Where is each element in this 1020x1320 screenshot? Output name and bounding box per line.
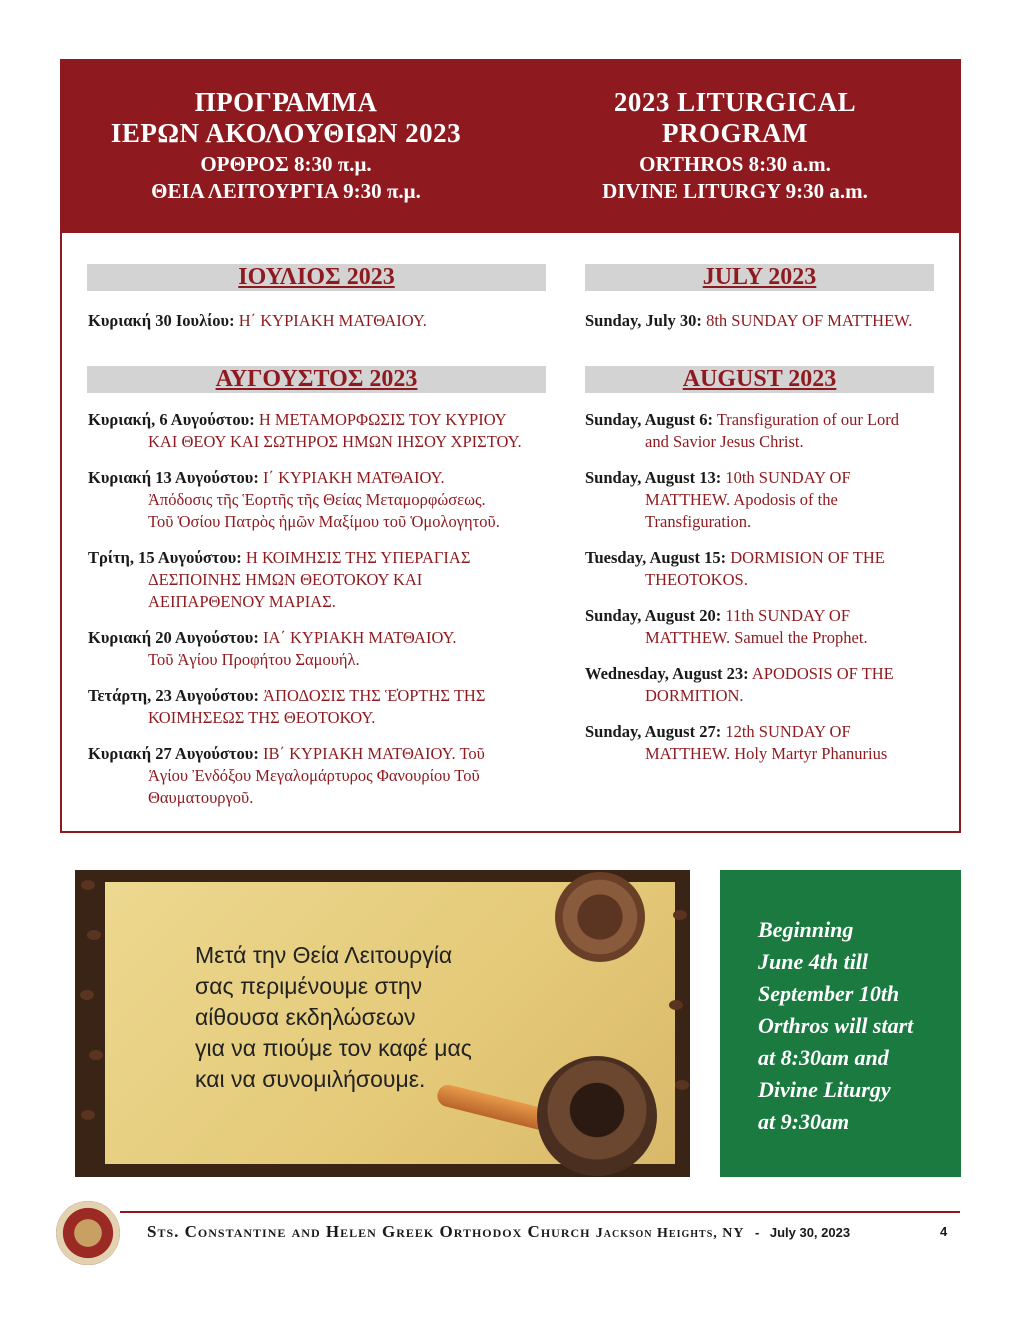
footer-date: July 30, 2023 (769, 1225, 851, 1240)
list-item (585, 467, 945, 533)
notice-line: at 9:30am (758, 1109, 850, 1134)
english-july-list (585, 310, 945, 346)
greek-august-heading (87, 366, 546, 393)
entry-line: ΚΟΙΜΗΣΕΩΣ ΤΗΣ ΘΕΟΤΟΚΟΥ. (148, 708, 376, 727)
list-item (88, 467, 563, 533)
entry-line: DORMITION. (645, 686, 744, 705)
banner-english-title-1: 2023 LITURGICAL (613, 87, 857, 117)
coffee-bean-icon (89, 1050, 103, 1060)
entry-day: Sunday, July 30: (585, 311, 702, 330)
coffee-bean-icon (81, 880, 95, 890)
entry-line: ΔΕΣΠΟΙΝΗΣ ΗΜΩΝ ΘΕΟΤΟΚΟΥ ΚΑΙ (148, 570, 423, 589)
english-july-heading (585, 264, 934, 291)
entry-feast: ΙΑ΄ ΚΥΡΙΑΚΗ ΜΑΤΘΑΙΟΥ. (262, 628, 457, 647)
entry-feast: DORMISION OF THE (730, 548, 885, 567)
entry-line: Ἁγίου Ἐνδόξου Μεγαλομάρτυρος Φανουρίου Τοῦ (148, 766, 480, 785)
entry-day: Sunday, August 27: (585, 722, 722, 741)
coffee-ad-line: για να πιούμε τον καφέ μας (195, 1035, 472, 1061)
entry-line: Ἀπόδοσις τῆς Ἑορτῆς τῆς Θείας Μεταμορφώσεως. (148, 490, 486, 509)
notice-line: September 10th (758, 981, 900, 1006)
footer-church-name: Sts. Constantine and Helen Greek Orthodox Church (147, 1222, 591, 1241)
greek-july-heading (87, 264, 546, 291)
list-item (585, 663, 945, 707)
list-item (88, 310, 558, 332)
church-seal-logo (56, 1201, 120, 1265)
entry-feast: 11th SUNDAY OF (725, 606, 851, 625)
english-august-heading (585, 366, 934, 393)
entry-day: Sunday, August 13: (585, 468, 722, 487)
banner-greek-liturgy: ΘΕΙΑ ΛΕΙΤΟΥΡΓΙΑ 9:30 π.μ. (151, 179, 421, 203)
footer-text (147, 1222, 850, 1242)
list-item (88, 743, 563, 809)
entry-line: ΚΑΙ ΘΕΟΥ ΚΑΙ ΣΩΤΗΡΟΣ ΗΜΩΝ ΙΗΣΟΥ ΧΡΙΣΤΟΥ. (148, 432, 522, 451)
footer-location: Jackson Heights, NY (595, 1226, 745, 1241)
coffee-ad-card (105, 882, 675, 1164)
entry-line: and Savior Jesus Christ. (645, 432, 804, 451)
entry-feast: Ι΄ ΚΥΡΙΑΚΗ ΜΑΤΘΑΙΟΥ. (262, 468, 445, 487)
banner-english-orthros: ORTHROS 8:30 a.m. (639, 152, 831, 176)
entry-day: Κυριακή 13 Αυγούστου: (88, 468, 259, 487)
entry-line: MATTHEW. Samuel the Prophet. (645, 628, 868, 647)
entry-day: Τρίτη, 15 Αυγούστου: (88, 548, 242, 567)
entry-day: Τετάρτη, 23 Αυγούστου: (88, 686, 260, 705)
entry-line: MATTHEW. Holy Martyr Phanurius (645, 744, 888, 763)
coffee-bean-icon (669, 1000, 683, 1010)
entry-line: Τοῦ Ἁγίου Προφήτου Σαμουήλ. (148, 650, 360, 669)
page-number: 4 (940, 1224, 948, 1239)
notice-line: at 8:30am and (758, 1045, 889, 1070)
entry-day: Κυριακή 27 Αυγούστου: (88, 744, 259, 763)
entry-feast: APODOSIS OF THE (751, 664, 894, 683)
coffee-ad-line: αίθουσα εκδηλώσεων (195, 1004, 416, 1030)
entry-feast: Η ΚΟΙΜΗΣΙΣ ΤΗΣ ΥΠΕΡΑΓΙΑΣ (245, 548, 471, 567)
greek-august-list (88, 409, 563, 823)
greek-july-list (88, 310, 558, 346)
coffee-pot-image (537, 1056, 657, 1176)
entry-feast: 12th SUNDAY OF (725, 722, 851, 741)
notice-line: June 4th till (758, 949, 869, 974)
banner-greek (62, 87, 510, 205)
notice-text (758, 914, 913, 1138)
list-item (88, 627, 563, 671)
coffee-bean-icon (673, 910, 687, 920)
entry-day: Κυριακή 20 Αυγούστου: (88, 628, 259, 647)
list-item (585, 605, 945, 649)
banner-greek-title-1: ΠΡΟΓΡΑΜΜΑ (194, 87, 378, 117)
list-item (585, 547, 945, 591)
entry-day: Κυριακή 30 Ιουλίου: (88, 311, 235, 330)
entry-feast: ΙΒ΄ ΚΥΡΙΑΚΗ ΜΑΤΘΑΙΟΥ. Τοῦ (262, 744, 485, 763)
banner-english (511, 87, 959, 205)
greek-august-heading-text: ΑΥΓΟΥΣΤΟΣ 2023 (215, 366, 418, 392)
entry-feast: 8th SUNDAY OF MATTHEW. (706, 311, 913, 330)
banner-greek-title-2: ΙΕΡΩΝ ΑΚΟΛΟΥΘΙΩΝ 2023 (110, 118, 462, 148)
liturgical-program-box (60, 59, 961, 833)
coffee-ad-line: και να συνομιλήσουμε. (195, 1066, 426, 1092)
entry-day: Sunday, August 6: (585, 410, 713, 429)
coffee-ad-line: Μετά την Θεία Λειτουργία (195, 942, 453, 968)
coffee-ad-text (195, 940, 472, 1095)
entry-line: THEOTOKOS. (645, 570, 748, 589)
banner-greek-orthros: ΟΡΘΡΟΣ 8:30 π.μ. (200, 152, 372, 176)
entry-line: MATTHEW. Apodosis of the (645, 490, 838, 509)
english-august-heading-text: AUGUST 2023 (682, 366, 837, 392)
entry-line: ΑΕΙΠΑΡΘΕΝΟΥ ΜΑΡΙΑΣ. (148, 592, 336, 611)
coffee-bean-icon (675, 1080, 689, 1090)
entry-day: Κυριακή, 6 Αυγούστου: (88, 410, 255, 429)
notice-line: Beginning (758, 917, 854, 942)
entry-feast: Η ΜΕΤΑΜΟΡΦΩΣΙΣ ΤΟΥ ΚΥΡΙΟΥ (258, 410, 507, 429)
list-item (585, 310, 945, 332)
list-item (88, 685, 563, 729)
entry-day: Tuesday, August 15: (585, 548, 727, 567)
footer-divider (120, 1211, 960, 1213)
footer-separator: - (755, 1225, 760, 1240)
banner-english-liturgy: DIVINE LITURGY 9:30 a.m. (602, 179, 868, 203)
entry-feast: ἈΠΟΔΟΣΙΣ ΤΗΣ Ἑ̓ΟΡΤΗΣ ΤΗΣ (263, 686, 486, 705)
coffee-ad-line: σας περιμένουμε στην (195, 973, 423, 999)
notice-line: Orthros will start (758, 1013, 914, 1038)
entry-day: Wednesday, August 23: (585, 664, 749, 683)
entry-line: Τοῦ Ὁσίου Πατρὸς ἡμῶν Μαξίμου τοῦ Ὁμολογητοῦ. (148, 512, 500, 531)
english-august-list (585, 409, 945, 779)
entry-line: Θαυματουργοῦ. (148, 788, 254, 807)
banner-english-title-2: PROGRAM (662, 118, 808, 148)
greek-july-heading-text: ΙΟΥΛΙΟΣ 2023 (238, 264, 395, 290)
coffee-bean-icon (80, 990, 94, 1000)
list-item (585, 409, 945, 453)
english-july-heading-text: JULY 2023 (702, 264, 817, 290)
summer-schedule-notice (720, 870, 961, 1177)
entry-line: Transfiguration. (645, 512, 752, 531)
coffee-bean-icon (81, 1110, 95, 1120)
entry-feast: Transfiguration of our Lord (716, 410, 900, 429)
list-item (585, 721, 945, 765)
list-item (88, 547, 563, 613)
list-item (88, 409, 563, 453)
entry-day: Sunday, August 20: (585, 606, 722, 625)
coffee-cup-image (555, 872, 645, 962)
notice-line: Divine Liturgy (758, 1077, 891, 1102)
program-banner (62, 61, 959, 233)
entry-feast: 10th SUNDAY OF (725, 468, 851, 487)
coffee-bean-icon (87, 930, 101, 940)
coffee-hour-ad (75, 870, 690, 1177)
entry-feast: Η΄ ΚΥΡΙΑΚΗ ΜΑΤΘΑΙΟΥ. (238, 311, 427, 330)
